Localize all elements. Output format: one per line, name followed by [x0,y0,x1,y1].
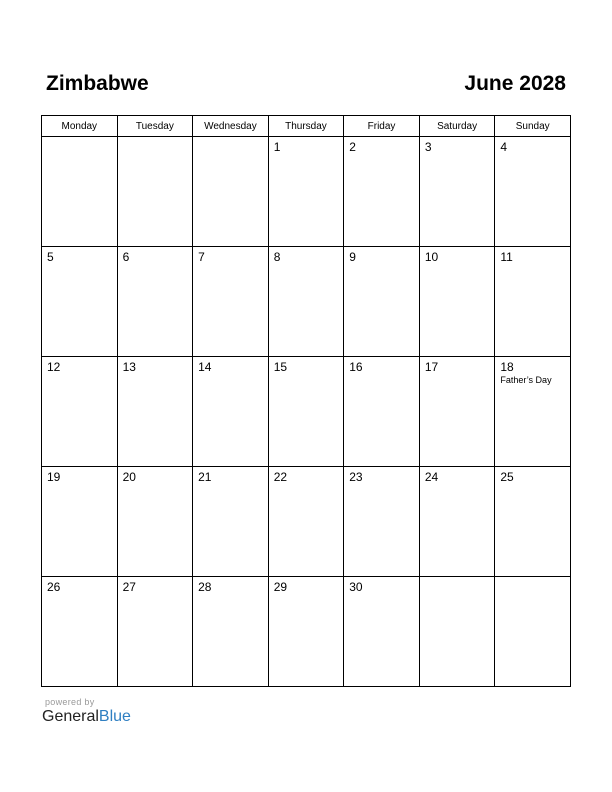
holiday-label [269,374,344,375]
day-cell [42,577,118,687]
day-number: 19 [47,470,61,484]
holiday-label [344,484,419,485]
brand-logo [42,707,131,727]
day-number: 28 [198,580,212,594]
day-cell [268,357,344,467]
day-cell [193,137,269,247]
day-number: 10 [424,250,439,264]
day-cell [117,357,193,467]
day-number: 3 [424,140,432,154]
day-cell [344,357,420,467]
day-cell [42,137,118,247]
day-cell [344,247,420,357]
holiday-label [193,484,268,485]
day-cell [268,137,344,247]
generalblue-brand [42,697,131,727]
holiday-label [118,140,193,141]
holiday-label [193,594,268,595]
day-number: 5 [47,250,54,264]
day-number: 29 [273,580,288,594]
day-number: 16 [349,360,363,374]
holiday-label [193,374,268,375]
day-cell [117,467,193,577]
holiday-label [420,484,495,485]
weekday-tuesday: Tuesday [117,116,193,137]
day-number: 23 [349,470,363,484]
holiday-label [269,154,344,155]
day-cell [193,247,269,357]
holiday-label [495,484,570,485]
day-number: 6 [122,250,130,264]
month-title: June 2028 [464,72,566,95]
day-number: 26 [47,580,61,594]
day-number: 13 [122,360,136,374]
day-cell [344,577,420,687]
week-row [42,467,571,577]
day-number: 18 [500,360,514,374]
holiday-label [118,264,193,265]
weekday-sunday: Sunday [495,116,571,137]
day-cell [419,467,495,577]
holiday-label [269,264,344,265]
brand-general: General [42,708,99,725]
day-number: 17 [424,360,439,374]
country-title: Zimbabwe [46,72,149,95]
day-cell [268,467,344,577]
holiday-label [42,374,117,375]
holiday-label [118,374,193,375]
holiday-label [495,580,570,581]
day-number: 25 [500,470,514,484]
day-cell [42,357,118,467]
day-number: 2 [349,140,356,154]
day-cell [495,137,571,247]
day-number: 4 [500,140,508,154]
holiday-label [118,594,193,595]
holiday-label [42,140,117,141]
holiday-label [269,484,344,485]
holiday-label [193,140,268,141]
day-number: 15 [273,360,288,374]
holiday-label [420,154,495,155]
day-cell [344,467,420,577]
day-number: 14 [198,360,212,374]
week-row [42,247,571,357]
powered-by-label: powered by [45,697,95,707]
holiday-label [344,374,419,375]
day-cell [419,137,495,247]
weekday-wednesday: Wednesday [193,116,269,137]
holiday-label [495,264,570,265]
day-cell [419,247,495,357]
day-cell [495,577,571,687]
day-cell [495,357,571,467]
day-cell [42,247,118,357]
holiday-label [42,264,117,265]
day-number: 30 [349,580,363,594]
day-cell [42,467,118,577]
day-number: 24 [424,470,439,484]
day-number: 20 [122,470,136,484]
day-number: 11 [500,250,513,264]
day-cell [117,577,193,687]
day-number: 21 [198,470,212,484]
day-cell [193,577,269,687]
holiday-label [193,264,268,265]
day-cell [193,467,269,577]
week-row [42,357,571,467]
week-row [42,137,571,247]
day-cell [117,247,193,357]
weekday-saturday: Saturday [419,116,495,137]
day-cell [268,247,344,357]
brand-blue: Blue [98,708,131,725]
calendar-header [41,70,571,100]
day-cell [117,137,193,247]
holiday-label [42,594,117,595]
weekday-thursday: Thursday [268,116,344,137]
weekday-header-row [42,116,571,137]
holiday-label [269,594,344,595]
day-cell [193,357,269,467]
holiday-label [420,264,495,265]
holiday-label [420,580,495,581]
day-number: 12 [47,360,61,374]
day-cell [419,357,495,467]
holiday-label [344,594,419,595]
calendar-grid [41,115,571,687]
weekday-friday: Friday [344,116,420,137]
weekday-monday: Monday [42,116,118,137]
day-cell [495,467,571,577]
week-row [42,577,571,687]
holiday-label [495,154,570,155]
day-cell [419,577,495,687]
day-number: 9 [349,250,356,264]
holiday-label [118,484,193,485]
day-number: 8 [273,250,281,264]
day-cell [344,137,420,247]
day-cell [268,577,344,687]
day-number: 1 [273,140,281,154]
day-number: 7 [198,250,205,264]
holiday-label: Father’s Day [500,375,552,385]
day-cell [495,247,571,357]
holiday-label [344,264,419,265]
holiday-label [420,374,495,375]
day-number: 22 [273,470,288,484]
holiday-label [42,484,117,485]
day-number: 27 [122,580,136,594]
holiday-label [344,154,419,155]
